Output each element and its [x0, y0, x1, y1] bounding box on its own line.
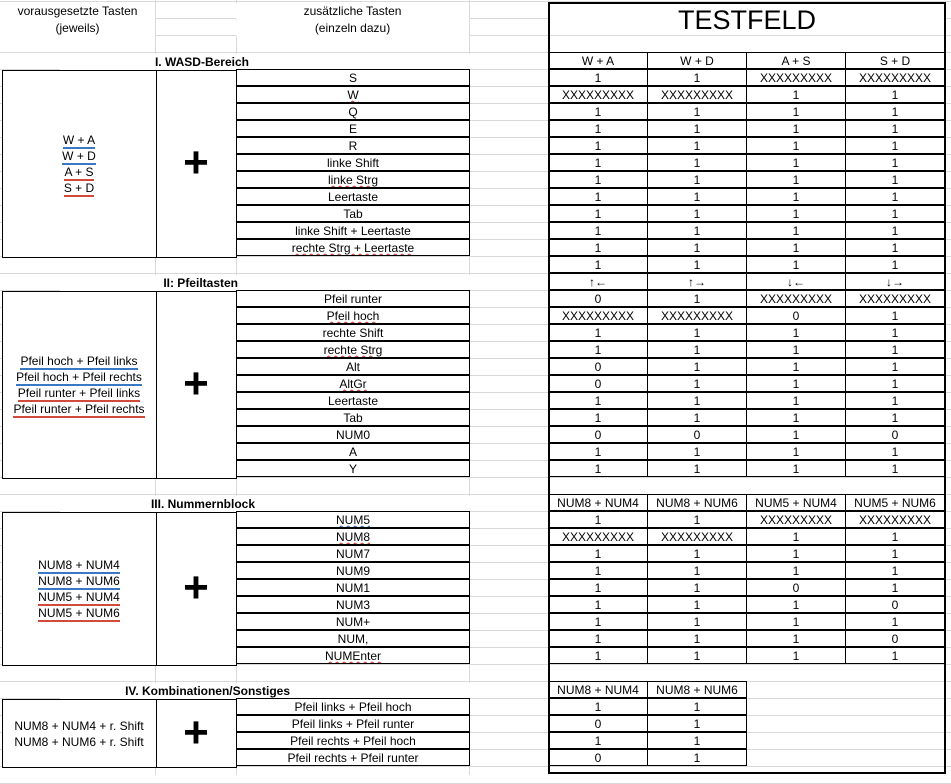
testfeld-result-cell[interactable]: 1 [548, 647, 648, 664]
prereq-combo-label: NUM5 + NUM6 [38, 606, 120, 620]
testfeld-column-header[interactable]: NUM8 + NUM4 [548, 494, 648, 511]
prereq-combo [3, 385, 155, 401]
testfeld-result-cell[interactable]: 1 [746, 188, 846, 205]
prereq-combo-label: Pfeil hoch + Pfeil rechts [16, 370, 142, 384]
testfeld-result-cell[interactable]: 1 [548, 69, 648, 86]
key-label: Pfeil runter [323, 292, 383, 306]
testfeld-result-cell[interactable]: 1 [548, 324, 648, 341]
prereq-combo [3, 589, 155, 605]
testfeld-result-cell[interactable]: 1 [746, 460, 846, 477]
testfeld-result-cell[interactable]: 1 [548, 545, 648, 562]
prereq-combo-label: Pfeil runter + Pfeil rechts [13, 402, 145, 416]
testfeld-result-cell[interactable]: 1 [548, 392, 648, 409]
key-cell[interactable] [236, 137, 470, 154]
testfeld-result-cell[interactable]: 1 [746, 409, 846, 426]
testfeld-result-cell[interactable]: 1 [746, 613, 846, 630]
key-cell[interactable] [236, 528, 470, 545]
testfeld-result-cell[interactable]: 1 [647, 188, 747, 205]
testfeld-result-cell[interactable]: 1 [647, 154, 747, 171]
prereq-combo [3, 164, 155, 180]
prereq-combo [3, 353, 155, 369]
testfeld-result-cell[interactable]: 1 [647, 409, 747, 426]
testfeld-result-cell[interactable]: 1 [845, 647, 945, 664]
key-cell[interactable] [236, 154, 470, 171]
key-cell[interactable] [236, 120, 470, 137]
testfeld-result-cell[interactable]: 1 [845, 545, 945, 562]
key-cell[interactable] [236, 749, 470, 766]
prereq-combo-label: NUM8 + NUM6 [38, 574, 120, 588]
testfeld-result-cell[interactable]: 1 [746, 86, 846, 103]
testfeld-result-cell[interactable]: XXXXXXXXX [746, 69, 846, 86]
key-label: S [348, 71, 357, 85]
testfeld-result-cell[interactable]: 0 [548, 715, 648, 732]
testfeld-result-cell[interactable]: 1 [845, 120, 945, 137]
prereq-combo-label: W + D [62, 149, 96, 163]
key-cell[interactable] [236, 732, 470, 749]
testfeld-result-cell[interactable]: 1 [845, 103, 945, 120]
testfeld-result-cell[interactable]: 1 [845, 86, 945, 103]
testfeld-result-cell[interactable]: 1 [647, 341, 747, 358]
testfeld-column-header[interactable]: NUM8 + NUM6 [647, 681, 747, 698]
plus-sign-arrows: + [183, 359, 209, 408]
testfeld-result-cell[interactable]: 1 [548, 120, 648, 137]
testfeld-result-cell[interactable]: 1 [845, 579, 945, 596]
testfeld-result-cell[interactable]: 1 [548, 596, 648, 613]
testfeld-result-cell[interactable]: XXXXXXXXX [746, 511, 846, 528]
testfeld-result-cell[interactable]: 1 [548, 222, 648, 239]
testfeld-result-cell[interactable]: 1 [845, 307, 945, 324]
key-label: Tab [343, 411, 363, 425]
key-label: rechte Shift [322, 326, 384, 340]
testfeld-result-cell[interactable]: 1 [647, 137, 747, 154]
prereq-combo [3, 369, 155, 385]
key-label: R [348, 139, 358, 153]
testfeld-result-cell[interactable]: 0 [845, 596, 945, 613]
testfeld-result-cell[interactable]: 1 [746, 341, 846, 358]
prereq-combo-label: Pfeil runter + Pfeil links [17, 386, 141, 400]
key-label: Leertaste [327, 394, 379, 408]
prereq-combo [3, 401, 155, 417]
testfeld-result-cell[interactable]: 1 [647, 290, 747, 307]
testfeld-result-cell[interactable]: 0 [845, 426, 945, 443]
key-cell[interactable] [236, 358, 470, 375]
testfeld-column-header[interactable]: NUM5 + NUM6 [845, 494, 945, 511]
testfeld-result-cell[interactable]: 1 [746, 222, 846, 239]
key-label: linke Shift + Leertaste [295, 224, 411, 238]
testfeld-result-cell[interactable]: 1 [746, 562, 846, 579]
testfeld-result-cell[interactable]: 1 [845, 324, 945, 341]
key-label: rechte Strg [323, 343, 383, 357]
testfeld-result-cell[interactable]: 1 [845, 358, 945, 375]
key-label: Pfeil links + Pfeil hoch [294, 700, 412, 714]
testfeld-result-cell[interactable]: 1 [647, 69, 747, 86]
testfeld-result-cell[interactable]: 1 [647, 749, 747, 766]
prereq-combo [3, 132, 155, 148]
testfeld-result-cell[interactable]: 0 [548, 749, 648, 766]
key-cell[interactable] [236, 239, 470, 256]
testfeld-result-cell[interactable]: 1 [647, 732, 747, 749]
testfeld-result-cell[interactable]: 1 [647, 545, 747, 562]
testfeld-result-cell[interactable]: 1 [548, 460, 648, 477]
testfeld-result-cell[interactable]: 1 [548, 239, 648, 256]
key-label: Leertaste [327, 190, 379, 204]
testfeld-result-cell[interactable]: 1 [746, 154, 846, 171]
prereq-combo-label: NUM8 + NUM6 + r. Shift [14, 734, 144, 749]
key-label: rechte Strg + Leertaste [291, 241, 415, 255]
testfeld-result-cell[interactable]: 1 [845, 375, 945, 392]
testfeld-result-cell[interactable]: 1 [746, 205, 846, 222]
key-label: NUM7 [335, 547, 370, 561]
testfeld-column-header[interactable]: W + A [548, 52, 648, 69]
key-cell[interactable] [236, 324, 470, 341]
testfeld-result-cell[interactable]: 1 [548, 341, 648, 358]
testfeld-result-cell[interactable]: 1 [746, 443, 846, 460]
key-cell[interactable] [236, 579, 470, 596]
testfeld-result-cell[interactable]: 1 [548, 137, 648, 154]
key-cell[interactable] [236, 596, 470, 613]
key-label: NUM8 [335, 530, 370, 544]
key-label: linke Strg [327, 173, 379, 187]
key-cell[interactable] [236, 188, 470, 205]
testfeld-result-cell[interactable]: 0 [548, 375, 648, 392]
key-cell[interactable] [236, 307, 470, 324]
testfeld-result-cell[interactable]: 1 [647, 715, 747, 732]
testfeld-result-cell[interactable]: 0 [746, 307, 846, 324]
key-label: Q [348, 105, 358, 119]
testfeld-result-cell[interactable]: 1 [845, 137, 945, 154]
testfeld-result-cell[interactable]: 1 [548, 698, 648, 715]
testfeld-result-cell[interactable]: 1 [647, 239, 747, 256]
testfeld-result-cell[interactable]: 1 [746, 358, 846, 375]
prereq-combo-label: W + A [62, 133, 96, 147]
testfeld-result-cell[interactable]: 0 [548, 290, 648, 307]
testfeld-result-cell[interactable]: 1 [845, 562, 945, 579]
prereq-combo [3, 557, 155, 573]
testfeld-result-cell[interactable]: 1 [746, 596, 846, 613]
testfeld-result-cell[interactable]: XXXXXXXXX [647, 528, 747, 545]
testfeld-result-cell[interactable]: 1 [548, 630, 648, 647]
testfeld-column-header[interactable]: ↑← [548, 273, 648, 290]
testfeld-result-cell[interactable]: 1 [647, 222, 747, 239]
prereq-combo [3, 718, 155, 734]
testfeld-result-cell[interactable]: 1 [746, 171, 846, 188]
key-cell[interactable] [236, 290, 470, 307]
testfeld-result-cell[interactable]: 1 [647, 613, 747, 630]
testfeld-result-cell[interactable]: 1 [845, 256, 945, 273]
key-label: NUM5 [335, 513, 370, 527]
testfeld-result-cell[interactable]: 1 [845, 171, 945, 188]
prereq-combo [3, 734, 155, 750]
key-label: E [348, 122, 357, 136]
header-col1-line1: vorausgesetzte Tasten [0, 3, 155, 19]
key-label: NUM+ [335, 615, 371, 629]
testfeld-column-header[interactable]: S + D [845, 52, 945, 69]
testfeld-result-cell[interactable]: 1 [746, 239, 846, 256]
testfeld-title: TESTFELD [550, 5, 944, 35]
prereq-combo-label: NUM8 + NUM4 + r. Shift [14, 718, 144, 733]
section-title-arrows: II: Pfeiltasten [60, 275, 470, 291]
prereq-combo-label: A + S [64, 165, 94, 179]
testfeld-column-header[interactable]: ↑→ [647, 273, 747, 290]
testfeld-frame [548, 2, 946, 774]
testfeld-result-cell[interactable]: 1 [548, 205, 648, 222]
testfeld-result-cell[interactable]: 1 [647, 562, 747, 579]
plus-sign-wasd: + [183, 138, 209, 187]
testfeld-result-cell[interactable]: XXXXXXXXX [548, 528, 648, 545]
key-cell[interactable] [236, 460, 470, 477]
key-cell[interactable] [236, 205, 470, 222]
testfeld-result-cell[interactable]: 1 [845, 205, 945, 222]
testfeld-result-cell[interactable]: 1 [746, 103, 846, 120]
key-cell[interactable] [236, 562, 470, 579]
testfeld-result-cell[interactable]: 1 [548, 103, 648, 120]
header-col2-line2: (einzeln dazu) [236, 20, 469, 36]
testfeld-result-cell[interactable]: 0 [647, 426, 747, 443]
testfeld-column-header[interactable]: NUM5 + NUM4 [746, 494, 846, 511]
testfeld-result-cell[interactable]: XXXXXXXXX [845, 511, 945, 528]
testfeld-result-cell[interactable]: 1 [647, 171, 747, 188]
testfeld-result-cell[interactable]: 1 [548, 579, 648, 596]
key-cell[interactable] [236, 630, 470, 647]
prereq-combo-label: Pfeil hoch + Pfeil links [20, 354, 138, 368]
testfeld-result-cell[interactable]: 1 [548, 256, 648, 273]
key-label: Y [348, 462, 357, 476]
key-cell[interactable] [236, 222, 470, 239]
key-cell[interactable] [236, 341, 470, 358]
testfeld-result-cell[interactable]: 1 [647, 392, 747, 409]
key-label: W [347, 88, 359, 102]
section-title-combinations: IV. Kombinationen/Sonstiges [60, 683, 470, 699]
key-cell[interactable] [236, 511, 470, 528]
testfeld-result-cell[interactable]: 1 [746, 256, 846, 273]
testfeld-result-cell[interactable]: 1 [845, 341, 945, 358]
testfeld-result-cell[interactable]: 1 [548, 511, 648, 528]
testfeld-result-cell[interactable]: 1 [845, 528, 945, 545]
testfeld-result-cell[interactable]: 1 [845, 409, 945, 426]
key-cell[interactable] [236, 375, 470, 392]
testfeld-result-cell[interactable]: 1 [548, 562, 648, 579]
testfeld-result-cell[interactable]: 1 [647, 358, 747, 375]
key-label: NUM, [337, 632, 369, 646]
testfeld-result-cell[interactable]: 1 [647, 324, 747, 341]
testfeld-result-cell[interactable]: 1 [746, 528, 846, 545]
key-label: Tab [343, 207, 363, 221]
testfeld-result-cell[interactable]: 1 [647, 205, 747, 222]
testfeld-column-header[interactable]: NUM8 + NUM4 [548, 681, 648, 698]
header-col2-line1: zusätzliche Tasten [236, 3, 469, 19]
testfeld-result-cell[interactable]: 1 [746, 545, 846, 562]
section-title-wasd: I. WASD-Bereich [60, 54, 470, 70]
testfeld-result-cell[interactable]: 1 [647, 647, 747, 664]
testfeld-result-cell[interactable]: 1 [746, 630, 846, 647]
testfeld-column-header[interactable]: ↓→ [845, 273, 945, 290]
prereq-combo [3, 605, 155, 621]
key-label: Pfeil links + Pfeil runter [291, 717, 415, 731]
testfeld-result-cell[interactable]: 1 [548, 613, 648, 630]
key-label: Pfeil rechts + Pfeil hoch [290, 734, 416, 748]
testfeld-result-cell[interactable]: 1 [647, 579, 747, 596]
testfeld-result-cell[interactable]: 1 [845, 613, 945, 630]
testfeld-result-cell[interactable]: 1 [746, 647, 846, 664]
key-cell[interactable] [236, 545, 470, 562]
header-col1-line2: (jeweils) [0, 20, 155, 36]
key-cell[interactable] [236, 698, 470, 715]
section-title-numpad: III. Nummernblock [60, 496, 470, 512]
testfeld-result-cell[interactable]: 1 [647, 375, 747, 392]
key-label: AltGr [339, 377, 367, 391]
prereq-combo-label: NUM5 + NUM4 [38, 590, 120, 604]
testfeld-result-cell[interactable]: 1 [845, 443, 945, 460]
testfeld-result-cell[interactable]: 1 [845, 154, 945, 171]
testfeld-result-cell[interactable]: 1 [647, 103, 747, 120]
key-cell[interactable] [236, 443, 470, 460]
key-cell[interactable] [236, 392, 470, 409]
testfeld-result-cell[interactable]: XXXXXXXXX [647, 86, 747, 103]
testfeld-result-cell[interactable]: 1 [548, 732, 648, 749]
testfeld-result-cell[interactable]: 1 [647, 443, 747, 460]
testfeld-result-cell[interactable]: 1 [845, 392, 945, 409]
testfeld-result-cell[interactable]: 1 [746, 392, 846, 409]
testfeld-result-cell[interactable]: 1 [647, 256, 747, 273]
key-cell[interactable] [236, 171, 470, 188]
key-cell[interactable] [236, 647, 470, 664]
key-label: NUM1 [335, 581, 370, 595]
key-label: NUMEnter [324, 649, 381, 663]
testfeld-result-cell[interactable]: 1 [548, 443, 648, 460]
testfeld-result-cell[interactable]: 1 [845, 222, 945, 239]
testfeld-result-cell[interactable]: 1 [845, 460, 945, 477]
testfeld-result-cell[interactable]: 1 [647, 630, 747, 647]
prereq-combo [3, 573, 155, 589]
testfeld-result-cell[interactable]: XXXXXXXXX [548, 307, 648, 324]
key-label: A [348, 445, 357, 459]
testfeld-column-header[interactable]: A + S [746, 52, 846, 69]
testfeld-result-cell[interactable]: 1 [548, 409, 648, 426]
key-cell[interactable] [236, 103, 470, 120]
testfeld-result-cell[interactable]: 1 [746, 120, 846, 137]
testfeld-result-cell[interactable]: XXXXXXXXX [647, 307, 747, 324]
testfeld-result-cell[interactable]: XXXXXXXXX [845, 290, 945, 307]
key-label: Alt [345, 360, 360, 374]
key-cell[interactable] [236, 613, 470, 630]
testfeld-result-cell[interactable]: 1 [548, 154, 648, 171]
key-label: linke Shift [326, 156, 380, 170]
prereq-combo-label: NUM8 + NUM4 [38, 558, 120, 572]
testfeld-result-cell[interactable]: 1 [845, 239, 945, 256]
testfeld-result-cell[interactable]: 1 [746, 426, 846, 443]
plus-sign-combinations: + [183, 708, 209, 757]
testfeld-result-cell[interactable]: 1 [647, 698, 747, 715]
testfeld-result-cell[interactable]: 1 [845, 188, 945, 205]
testfeld-column-header[interactable]: NUM8 + NUM6 [647, 494, 747, 511]
testfeld-result-cell[interactable]: 1 [548, 188, 648, 205]
testfeld-result-cell[interactable]: XXXXXXXXX [548, 86, 648, 103]
key-label: NUM0 [335, 428, 370, 442]
testfeld-result-cell[interactable]: 0 [845, 630, 945, 647]
testfeld-result-cell[interactable]: 1 [647, 120, 747, 137]
testfeld-result-cell[interactable]: 1 [746, 324, 846, 341]
testfeld-result-cell[interactable]: 0 [746, 579, 846, 596]
prereq-combo [3, 180, 155, 196]
testfeld-result-cell[interactable]: 1 [746, 375, 846, 392]
key-label: NUM3 [335, 598, 370, 612]
testfeld-result-cell[interactable]: 1 [647, 460, 747, 477]
testfeld-result-cell[interactable]: 1 [647, 596, 747, 613]
testfeld-result-cell[interactable]: 0 [548, 426, 648, 443]
key-cell[interactable] [236, 409, 470, 426]
key-cell[interactable] [236, 426, 470, 443]
testfeld-result-cell[interactable]: XXXXXXXXX [746, 290, 846, 307]
key-label: NUM9 [335, 564, 370, 578]
key-cell[interactable] [236, 69, 470, 86]
testfeld-result-cell[interactable]: 1 [647, 511, 747, 528]
prereq-combo-label: S + D [63, 181, 95, 195]
testfeld-column-header[interactable]: ↓← [746, 273, 846, 290]
testfeld-result-cell[interactable]: 1 [548, 171, 648, 188]
testfeld-result-cell[interactable]: XXXXXXXXX [845, 69, 945, 86]
key-label: Pfeil rechts + Pfeil runter [287, 751, 419, 765]
key-cell[interactable] [236, 715, 470, 732]
plus-sign-numpad: + [183, 563, 209, 612]
testfeld-column-header[interactable]: W + D [647, 52, 747, 69]
testfeld-result-cell[interactable]: 1 [746, 137, 846, 154]
testfeld-result-cell[interactable]: 0 [548, 358, 648, 375]
key-cell[interactable] [236, 86, 470, 103]
prereq-combo [3, 148, 155, 164]
key-label: Pfeil hoch [326, 309, 380, 323]
